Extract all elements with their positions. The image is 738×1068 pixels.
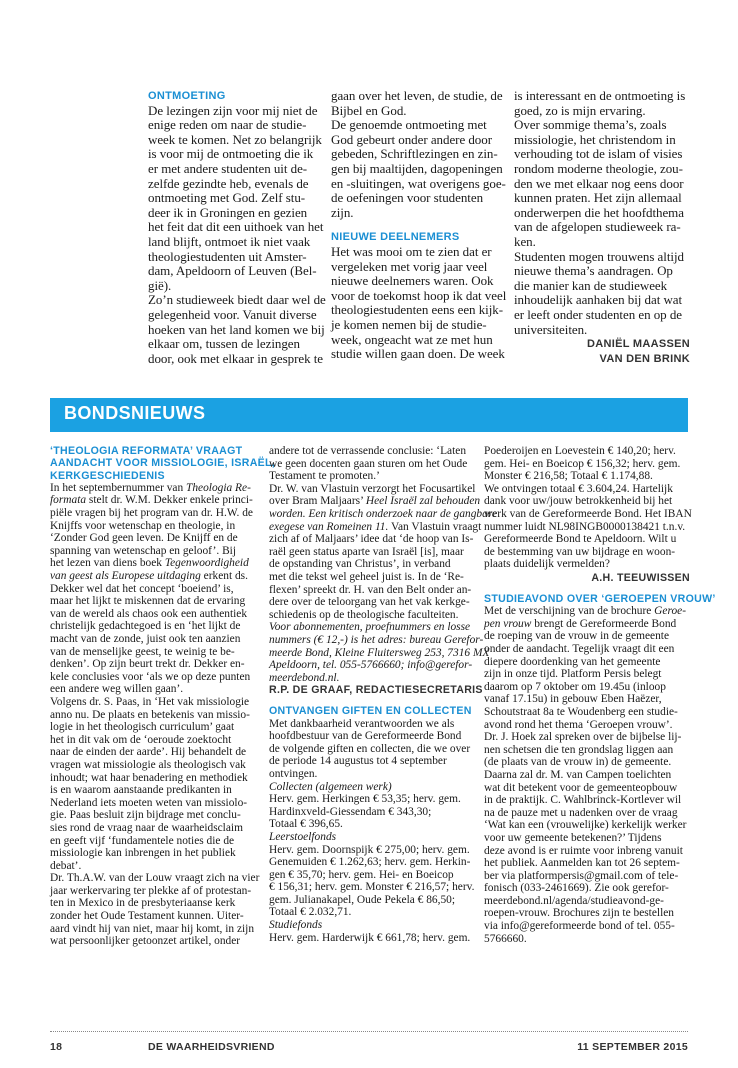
text-line: Daarna zal dr. M. van Campen toelichten — [484, 768, 672, 781]
text-line: Apeldoorn, tel. 055-5766660; info@gerefor- — [269, 659, 473, 672]
text-line: is voor mij de ontmoeting die ik — [148, 146, 314, 162]
text-line: macht van de zonde, juist ook ten aanzien — [50, 633, 241, 646]
signature-de-graaf: R.P. DE GRAAF, REDACTIESECRETARIS — [269, 684, 483, 697]
text-line: Herv. gem. Doornspijk € 275,00; herv. gem. — [269, 843, 470, 856]
text-line: gie. Paas besluit zijn bijdrage met conclu- — [50, 809, 241, 822]
text-line: formata stelt dr. W.M. Dekker enkele princi- — [50, 494, 253, 507]
heading-ontmoeting: ONTMOETING — [148, 90, 226, 102]
text-line: plaats duidelijk vermelden? — [484, 558, 610, 571]
text-line: de roeping van de vrouw in de gemeente — [484, 630, 670, 643]
signature-line-2: VAN DEN BRINK — [599, 352, 690, 365]
text-line: nummers (€ 12,-) is het adres: bureau Gerefor- — [269, 633, 484, 646]
bonds-col2a-lines — [269, 445, 497, 684]
text-line: is interessant en de ontmoeting is — [514, 88, 686, 103]
heading-theologia-3: KERKGESCHIEDENIS — [50, 469, 165, 482]
bonds-column-3 — [484, 445, 716, 945]
bonds-col1-lines — [50, 481, 260, 948]
text-line: gebeden, Schriftlezingen en zin- — [331, 146, 498, 162]
text-line: het feit dat dit een uithoek van het — [148, 219, 324, 235]
text-line: In het septembernummer van Theologia Re- — [50, 481, 251, 494]
text-line: Dr. Th.A.W. van der Louw vraagt zich na vier — [50, 872, 260, 885]
text-line: gelegenheid voor. Vanuit diverse — [148, 306, 317, 322]
text-line: goed, zo is mijn ervaring. — [514, 102, 646, 118]
text-line: Gereformeerde Bond te Apeldoorn. Wilt u — [484, 533, 677, 546]
text-line: deze avond is er ruimte voor inbreng vanuit — [484, 844, 683, 857]
text-line: christelijk gedachtegoed is en ‘het lijkt de — [50, 620, 241, 633]
text-line: studie willen gaan doen. De week — [331, 346, 505, 362]
text-line: Collecten (algemeen werk) — [269, 780, 392, 793]
heading-theologia-1: ‘THEOLOGIA REFORMATA’ VRAAGT — [50, 445, 243, 457]
text-line: week te komen. Net zo belangrijk — [148, 131, 322, 147]
text-line: Totaal € 396,65. — [269, 818, 343, 831]
text-line: nen schetsen die ten grondslag liggen aan — [484, 743, 674, 756]
text-line: meerdebond.nl/agenda/studieavond-ge- — [484, 894, 664, 907]
text-line: kele conclusies voor ‘als we op deze punten — [50, 670, 251, 683]
text-line: hoofdbestuur van de Gereformeerde Bond — [269, 730, 462, 743]
text-line: missiologie, het christendom in — [514, 131, 676, 147]
text-line: schiedenis op de theologische faculteiten. — [269, 608, 459, 621]
text-line: daarom op 7 oktober om 19.45u (inloop — [484, 680, 666, 693]
text-line: Hardinxveld-Giessendam € 343,30; — [269, 805, 432, 818]
text-line: anno nu. De plaats en betekenis van missio- — [50, 708, 250, 721]
text-line: universiteiten. — [514, 321, 588, 337]
page-number: 18 — [50, 1041, 63, 1053]
text-line: Dr. J. Hoek zal spreken over de bijbelse lij- — [484, 731, 682, 744]
text-line: (de plaats van de vrouw in) de gemeente. — [484, 756, 672, 769]
text-line: zonder het Oude Testament kunnen. Uiter- — [50, 910, 244, 923]
text-line: die manier kan de studieweek — [514, 277, 668, 293]
text-line: voor uw gemeente betekenen?’ Tijdens — [484, 831, 662, 844]
text-line: worden. Een kritisch onderzoek naar de gangbare — [269, 507, 497, 520]
text-line: gen € 35,70; herv. gem. Hei- en Boeicop — [269, 868, 454, 881]
text-line: debat’. — [50, 859, 82, 872]
text-line: over Bram Maljaars’ Heel Israël zal behouden — [269, 495, 481, 508]
text-line: zelfde gezindte heb, evenals de — [148, 175, 309, 191]
text-line: nummer luidt NL98INGB0000138421 t.n.v. — [484, 520, 686, 533]
heading-theologia-2: AANDACHT VOOR MISSIOLOGIE, ISRAËL, — [50, 457, 276, 470]
text-line: pen vrouw brengt de Gereformeerde Bond — [484, 617, 677, 630]
text-line: in de praktijk. C. Wahlbrinck-Kortlever wil — [484, 794, 682, 807]
text-line: theologiestudenten eens een kijk- — [331, 302, 503, 318]
text-line: onderwerpen die het hoofdthema — [514, 204, 684, 220]
text-line: via info@gereformeerde bond of tel. 055- — [484, 920, 675, 933]
text-line: en geeft vijf ‘fundamentele noties die de — [50, 834, 235, 847]
text-line: de opstanding van Christus’, in verband — [269, 558, 451, 571]
text-line: Bijbel en God. — [331, 102, 407, 118]
text-line: werk van de Gereformeerde Bond. Het IBAN — [484, 507, 692, 520]
text-line: € 156,31; herv. gem. Monster € 216,57; herv. — [269, 881, 475, 894]
bonds-col2b-lines — [269, 718, 475, 945]
text-line: ontvingen. — [269, 767, 318, 780]
text-line: piële vragen bij het program van dr. H.W. de — [50, 507, 253, 520]
text-line: de periode 14 augustus tot 4 september — [269, 755, 447, 768]
heading-giften: ONTVANGEN GIFTEN EN COLLECTEN — [269, 705, 472, 718]
text-line: ber via platformpersis@gmail.com of tele- — [484, 869, 679, 882]
text-line: exegese van Romeinen 11. Van Vlastuin vraagt — [269, 520, 482, 533]
text-line: vanaf 17.15u) in gebouw Eben Haëzer, — [484, 693, 662, 706]
section-title: BONDSNIEUWS — [64, 403, 206, 423]
text-line: Zo’n studieweek biedt daar wel de — [148, 292, 326, 308]
text-line: rondom moderne theologie, zou- — [514, 160, 683, 176]
text-line: ken. — [514, 233, 536, 249]
text-line: vergeleken met vorig jaar veel — [331, 258, 488, 274]
text-line: ontmoeting met God. Zelf stu- — [148, 190, 306, 206]
text-line: onder de aandacht. Tegelijk vraagt dit een — [484, 643, 675, 656]
text-line: je komen nemen bij de studie- — [331, 316, 487, 332]
text-line: gië). — [148, 277, 172, 293]
text-line: deer ik in Groningen en gezien — [148, 204, 308, 220]
text-line: God gebeurt onder andere door — [331, 131, 492, 147]
text-line: wat persoonlijker getoonzet artikel, onder — [50, 935, 241, 948]
bonds-col3a-lines — [484, 445, 690, 571]
text-line: Voor abonnementen, proefnummers en losse — [269, 621, 471, 634]
text-line: de volgende giften en collecten, die we over — [269, 742, 471, 755]
text-line: elkaar om, tussen de lezingen — [148, 336, 300, 352]
text-line: Met de verschijning van de brochure Geroe- — [484, 605, 687, 618]
text-line: zijn in onze tijd. Platform Persis belegt — [484, 668, 662, 681]
text-line: en -sluitingen, wat overigens goe- — [331, 175, 506, 191]
text-line: We ontvingen totaal € 3.604,24. Hartelijk — [484, 482, 673, 495]
text-line: flexen’ spreekt dr. H. van den Belt onder an- — [269, 583, 472, 596]
article-col2b-lines — [331, 245, 507, 362]
bonds-col3b-lines — [484, 605, 690, 945]
text-line: theologiestudenten uit Amster- — [148, 248, 307, 264]
text-line: avond rond het thema ‘Geroepen vrouw’. — [484, 718, 673, 731]
text-line: nieuwe thema’s aandragen. Op — [514, 263, 673, 279]
signature-line-1: DANIËL MAASSEN — [586, 338, 690, 351]
text-line: raël geen status aparte van Israël [is], maar — [269, 545, 464, 558]
text-line: zich af of Maljaars’ idee dat ‘de hoop van Is- — [269, 533, 474, 546]
text-line: vragen wat missiologie als theologisch vak — [50, 758, 246, 771]
text-line: logie in het theologisch curriculum’ gaat — [50, 721, 235, 734]
text-line: maar het lijkt te miskennen dat de ervaring — [50, 595, 246, 608]
text-line: hoeken van het land komen we bij — [148, 321, 325, 337]
text-line: jaar werkervaring ter plekke af of protestan- — [50, 884, 252, 897]
article-column-1 — [148, 89, 324, 366]
text-line: enige reden om naar de studie- — [148, 117, 307, 133]
text-line: dere over de teloorgang van het vak kerkge- — [269, 596, 470, 609]
heading-studieavond: STUDIEAVOND OVER ‘GEROEPEN VROUW’ — [484, 592, 716, 605]
text-line: Het was mooi om te zien dat er — [331, 243, 492, 259]
text-line: meerde Bond, Kleine Fluitersweg 253, 7316 MX — [269, 646, 490, 659]
text-line: Met dankbaarheid verantwoorden we als — [269, 717, 455, 730]
text-line: Knijffs voor wetenschap en theologie, in — [50, 519, 236, 532]
text-line: Totaal € 2.032,71. — [269, 906, 352, 919]
issue-date: 11 SEPTEMBER 2015 — [577, 1041, 688, 1053]
text-line: den we met elkaar nog eens door — [514, 175, 684, 191]
section-banner — [50, 398, 688, 432]
text-line: Monster € 216,58; Totaal € 1.174,88. — [484, 470, 653, 483]
text-line: Over sommige thema’s, zoals — [514, 117, 667, 133]
text-line: sies rond de vraag naar de waarheidsclaim — [50, 821, 243, 834]
text-line: de oefeningen voor studenten — [331, 190, 484, 206]
text-line: naar de einden der aarde’. Hij behandelt de — [50, 746, 247, 759]
text-line: De genoemde ontmoeting met — [331, 117, 487, 133]
text-line: Genemuiden € 1.262,63; herv. gem. Herkin- — [269, 856, 471, 869]
text-line: gem. Julianakapel, Oude Pekela € 86,50; — [269, 893, 455, 906]
text-line: verhouding tot de islam of visies — [514, 146, 683, 162]
text-line: van de menselijke geest, te weinig te be- — [50, 645, 235, 658]
text-line: voor de toekomst hoop ik dat veel — [331, 287, 507, 303]
text-line: gem. Hei- en Boeicop € 156,32; herv. gem. — [484, 457, 681, 470]
text-line: dank voor uw/jouw betrokkenheid bij het — [484, 495, 673, 508]
text-line: we geen docenten gaan sturen om het Oude — [269, 457, 468, 470]
text-line: diepere doordenking van het gemeente — [484, 655, 661, 668]
text-line: missiologie kan inbrengen in het publiek — [50, 847, 236, 860]
text-line: Volgens dr. S. Paas, in ‘Het vak missiologie — [50, 695, 250, 708]
text-line: van geest als Europese uitdaging erkent ds. — [50, 570, 248, 583]
text-line: de bestemming van uw bijdrage en woon- — [484, 545, 676, 558]
text-line: Herv. gem. Harderwijk € 661,78; herv. gem. — [269, 931, 471, 944]
text-line: van de afgelopen studieweek ra- — [514, 219, 681, 235]
text-line: aard vindt hij van niet, maar hij komt, in zijn — [50, 922, 255, 935]
text-line: andere tot de verrassende conclusie: ‘Laten — [269, 445, 467, 457]
text-line: na de pauze met u nadenken over de vraag — [484, 806, 678, 819]
text-line: is en waarom aanstaande predikanten in — [50, 784, 232, 797]
text-line: het lezen van diens boek Tegenwoordigheid — [50, 557, 249, 570]
text-line: wat dit betekent voor de gemeenteopbouw — [484, 781, 678, 794]
text-line: dam, Apeldoorn of Leuven (Bel- — [148, 263, 317, 279]
text-line: ‘Zonder God geen leven. De Knijff en de — [50, 532, 238, 545]
article-col2a-lines — [331, 89, 507, 220]
text-line: De lezingen zijn voor mij niet de — [148, 102, 318, 118]
text-line: roepen-vrouw. Brochures zijn te bestellen — [484, 907, 674, 920]
text-line: Poederoijen en Loevestein € 140,20; herv. — [484, 445, 676, 457]
text-line: spanning van wetenschap en geloof’. Bij — [50, 544, 236, 557]
footer-rule — [50, 1031, 688, 1032]
text-line: denken’. Op zijn beurt trekt dr. Dekker en- — [50, 658, 245, 671]
text-line: inhoudelijk aanhaken bij dat wat — [514, 292, 683, 308]
text-line: door, ook met elkaar in gesprek te — [148, 350, 324, 366]
magazine-name: DE WAARHEIDSVRIEND — [148, 1041, 275, 1053]
text-line: van de wereld als chaos ook een authentiek — [50, 607, 248, 620]
text-line: Nederland iets moeten weten van missiolo- — [50, 796, 248, 809]
article-column-3 — [514, 89, 690, 366]
bonds-column-2 — [269, 445, 497, 944]
text-line: kunnen praten. Het zijn allemaal — [514, 190, 682, 206]
text-line: Schoutstraat 8a te Woudenberg een studie- — [484, 705, 678, 718]
text-line: inhoudt; wat haar benadering en methodiek — [50, 771, 248, 784]
text-line: Studiefonds — [269, 919, 323, 932]
text-line: fonisch (033-2461669). Zie ook gerefor- — [484, 882, 669, 895]
signature-teeuwissen: A.H. TEEUWISSEN — [591, 571, 690, 584]
text-line: nieuwe deelnemers waren. Ook — [331, 273, 494, 289]
text-line: Leerstoelfonds — [269, 830, 337, 843]
text-line: Dr. W. van Vlastuin verzorgt het Focusartikel — [269, 482, 476, 495]
text-line: Testament te promoten.’ — [269, 470, 380, 483]
text-line: gaan over het leven, de studie, de — [331, 88, 503, 103]
text-line: zijn. — [331, 204, 354, 220]
text-line: het publiek. Aanmelden kan tot 26 septem- — [484, 857, 680, 870]
text-line: gen bij maaltijden, dagopeningen — [331, 160, 503, 176]
text-line: een andere weg willen gaan’. — [50, 683, 184, 696]
text-line: Studenten mogen trouwens altijd — [514, 248, 684, 264]
text-line: 5766660. — [484, 932, 527, 945]
text-line: land blijft, ontmoet ik niet vaak — [148, 233, 311, 249]
article-col3-lines — [514, 89, 690, 337]
text-line: er met andere studenten uit de- — [148, 160, 308, 176]
article-col1-lines — [148, 104, 324, 367]
text-line: ‘Wat kan een (vrouwelijke) kerkelijk werker — [484, 819, 687, 832]
text-line: met die tekst wel geheel juist is. In de ‘Re- — [269, 570, 464, 583]
text-line: week, ongeacht wat ze met hun — [331, 331, 493, 347]
text-line: meerdebond.nl. — [269, 671, 340, 684]
text-line: ten in Mexico in de presbyteriaanse kerk — [50, 897, 236, 910]
text-line: er leeft onder studenten en op de — [514, 306, 683, 322]
text-line: Dekker wel dat het concept ‘boeiend’ is, — [50, 582, 234, 595]
heading-nieuwe-deelnemers: NIEUWE DEELNEMERS — [331, 231, 460, 244]
text-line: Herv. gem. Herkingen € 53,35; herv. gem. — [269, 793, 461, 806]
article-column-2 — [331, 89, 507, 362]
bonds-column-1 — [50, 445, 276, 948]
text-line: het in dit vak om de ‘oeroude zoektocht — [50, 733, 232, 746]
